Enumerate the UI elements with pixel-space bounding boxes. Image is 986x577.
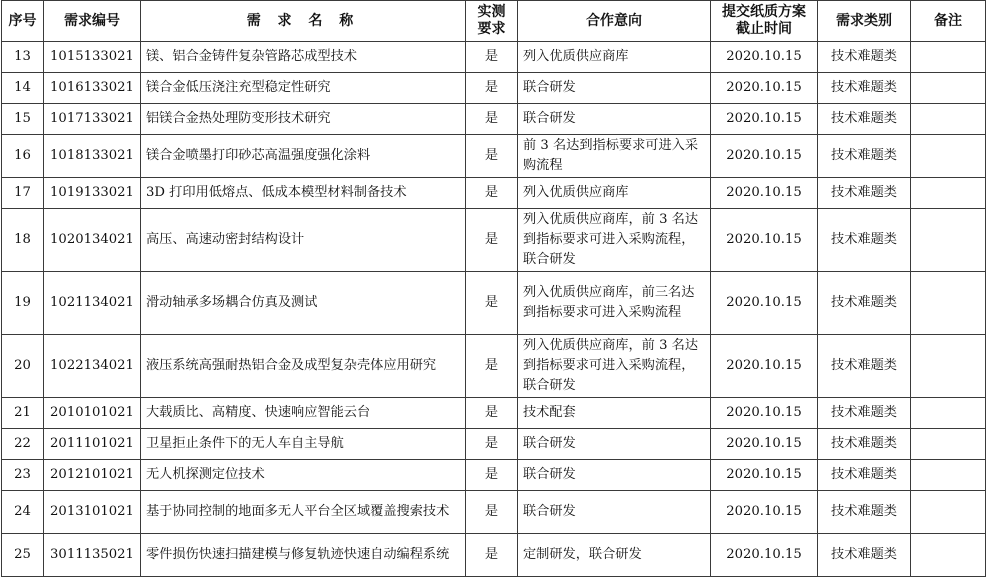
table-row (2, 178, 986, 209)
header-row (2, 1, 986, 42)
cell-deadline: 2020.10.15 (711, 534, 818, 577)
cell-deadline: 2020.10.15 (711, 491, 818, 534)
cell-test: 是 (466, 178, 518, 209)
cell-remark (911, 534, 986, 577)
cell-deadline: 2020.10.15 (711, 73, 818, 104)
header-test-line2: 要求 (477, 21, 506, 37)
cell-category: 技术难题类 (818, 398, 911, 429)
cell-code: 2010101021 (44, 398, 141, 429)
header-remark: 备注 (911, 1, 986, 42)
cell-intent: 列入优质供应商库 (518, 42, 711, 73)
cell-intent: 联合研发 (518, 104, 711, 135)
cell-category: 技术难题类 (818, 104, 911, 135)
cell-intent: 定制研发，联合研发 (518, 534, 711, 577)
cell-category: 技术难题类 (818, 209, 911, 272)
cell-deadline: 2020.10.15 (711, 429, 818, 460)
cell-deadline: 2020.10.15 (711, 42, 818, 73)
cell-name: 铝镁合金热处理防变形技术研究 (141, 104, 466, 135)
cell-seq: 13 (2, 42, 44, 73)
cell-intent: 技术配套 (518, 398, 711, 429)
cell-test: 是 (466, 42, 518, 73)
cell-name: 液压系统高强耐热铝合金及成型复杂壳体应用研究 (141, 335, 466, 398)
cell-test: 是 (466, 104, 518, 135)
cell-name: 基于协同控制的地面多无人平台全区域覆盖搜索技术 (141, 491, 466, 534)
cell-test: 是 (466, 209, 518, 272)
cell-test: 是 (466, 73, 518, 104)
cell-code: 2011101021 (44, 429, 141, 460)
table-row (2, 460, 986, 491)
cell-category: 技术难题类 (818, 429, 911, 460)
cell-category: 技术难题类 (818, 491, 911, 534)
cell-deadline: 2020.10.15 (711, 398, 818, 429)
cell-test: 是 (466, 272, 518, 335)
cell-intent: 联合研发 (518, 73, 711, 104)
cell-remark (911, 272, 986, 335)
header-deadline (711, 1, 818, 42)
table-row (2, 73, 986, 104)
cell-code: 1019133021 (44, 178, 141, 209)
cell-remark (911, 135, 986, 178)
table-row (2, 491, 986, 534)
cell-seq: 25 (2, 534, 44, 577)
cell-intent: 联合研发 (518, 491, 711, 534)
cell-code: 3011135021 (44, 534, 141, 577)
cell-code: 1018133021 (44, 135, 141, 178)
cell-name: 大载质比、高精度、快速响应智能云台 (141, 398, 466, 429)
header-test-line1: 实测 (477, 4, 506, 20)
cell-deadline: 2020.10.15 (711, 135, 818, 178)
cell-remark (911, 460, 986, 491)
table-row (2, 104, 986, 135)
cell-remark (911, 398, 986, 429)
cell-name: 高压、高速动密封结构设计 (141, 209, 466, 272)
cell-name: 卫星拒止条件下的无人车自主导航 (141, 429, 466, 460)
cell-seq: 22 (2, 429, 44, 460)
cell-remark (911, 73, 986, 104)
cell-remark (911, 429, 986, 460)
cell-remark (911, 491, 986, 534)
cell-seq: 16 (2, 135, 44, 178)
header-name: 需 求 名 称 (141, 1, 466, 42)
cell-seq: 18 (2, 209, 44, 272)
cell-remark (911, 104, 986, 135)
table-row (2, 429, 986, 460)
cell-name: 镁合金低压浇注充型稳定性研究 (141, 73, 466, 104)
cell-intent: 列入优质供应商库，前三名达到指标要求可进入采购流程 (518, 272, 711, 335)
cell-code: 1021134021 (44, 272, 141, 335)
cell-code: 2012101021 (44, 460, 141, 491)
cell-name: 镁合金喷墨打印砂芯高温强度强化涂料 (141, 135, 466, 178)
header-deadline-line2: 截止时间 (736, 21, 792, 37)
cell-seq: 19 (2, 272, 44, 335)
cell-category: 技术难题类 (818, 272, 911, 335)
cell-intent: 联合研发 (518, 429, 711, 460)
cell-test: 是 (466, 398, 518, 429)
cell-test: 是 (466, 135, 518, 178)
cell-deadline: 2020.10.15 (711, 209, 818, 272)
cell-deadline: 2020.10.15 (711, 272, 818, 335)
cell-test: 是 (466, 491, 518, 534)
cell-test: 是 (466, 534, 518, 577)
cell-seq: 14 (2, 73, 44, 104)
header-intent: 合作意向 (518, 1, 711, 42)
cell-deadline: 2020.10.15 (711, 460, 818, 491)
cell-intent: 前 3 名达到指标要求可进入采购流程 (518, 135, 711, 178)
cell-seq: 17 (2, 178, 44, 209)
cell-name: 3D 打印用低熔点、低成本模型材料制备技术 (141, 178, 466, 209)
header-category: 需求类别 (818, 1, 911, 42)
cell-intent: 列入优质供应商库，前 3 名达到指标要求可进入采购流程，联合研发 (518, 335, 711, 398)
cell-intent: 联合研发 (518, 460, 711, 491)
cell-seq: 24 (2, 491, 44, 534)
table-row (2, 209, 986, 272)
cell-category: 技术难题类 (818, 534, 911, 577)
requirements-table (1, 0, 986, 577)
table-row (2, 534, 986, 577)
cell-code: 1017133021 (44, 104, 141, 135)
cell-category: 技术难题类 (818, 73, 911, 104)
table-row (2, 398, 986, 429)
cell-remark (911, 335, 986, 398)
cell-code: 2013101021 (44, 491, 141, 534)
header-test (466, 1, 518, 42)
cell-deadline: 2020.10.15 (711, 335, 818, 398)
cell-category: 技术难题类 (818, 335, 911, 398)
cell-seq: 20 (2, 335, 44, 398)
cell-seq: 15 (2, 104, 44, 135)
cell-seq: 21 (2, 398, 44, 429)
cell-remark (911, 178, 986, 209)
cell-name: 滑动轴承多场耦合仿真及测试 (141, 272, 466, 335)
cell-category: 技术难题类 (818, 135, 911, 178)
table-row (2, 135, 986, 178)
cell-intent: 列入优质供应商库，前 3 名达到指标要求可进入采购流程，联合研发 (518, 209, 711, 272)
cell-name: 无人机探测定位技术 (141, 460, 466, 491)
header-deadline-line1: 提交纸质方案 (722, 4, 806, 20)
header-code: 需求编号 (44, 1, 141, 42)
cell-code: 1015133021 (44, 42, 141, 73)
cell-intent: 列入优质供应商库 (518, 178, 711, 209)
cell-name: 零件损伤快速扫描建模与修复轨迹快速自动编程系统 (141, 534, 466, 577)
header-seq: 序号 (2, 1, 44, 42)
cell-test: 是 (466, 460, 518, 491)
cell-category: 技术难题类 (818, 42, 911, 73)
cell-category: 技术难题类 (818, 460, 911, 491)
cell-code: 1016133021 (44, 73, 141, 104)
cell-category: 技术难题类 (818, 178, 911, 209)
table-row (2, 335, 986, 398)
cell-test: 是 (466, 335, 518, 398)
cell-name: 镁、铝合金铸件复杂管路芯成型技术 (141, 42, 466, 73)
cell-seq: 23 (2, 460, 44, 491)
cell-remark (911, 209, 986, 272)
table-row (2, 42, 986, 73)
cell-deadline: 2020.10.15 (711, 104, 818, 135)
cell-code: 1022134021 (44, 335, 141, 398)
cell-test: 是 (466, 429, 518, 460)
cell-deadline: 2020.10.15 (711, 178, 818, 209)
cell-code: 1020134021 (44, 209, 141, 272)
table-row (2, 272, 986, 335)
cell-remark (911, 42, 986, 73)
